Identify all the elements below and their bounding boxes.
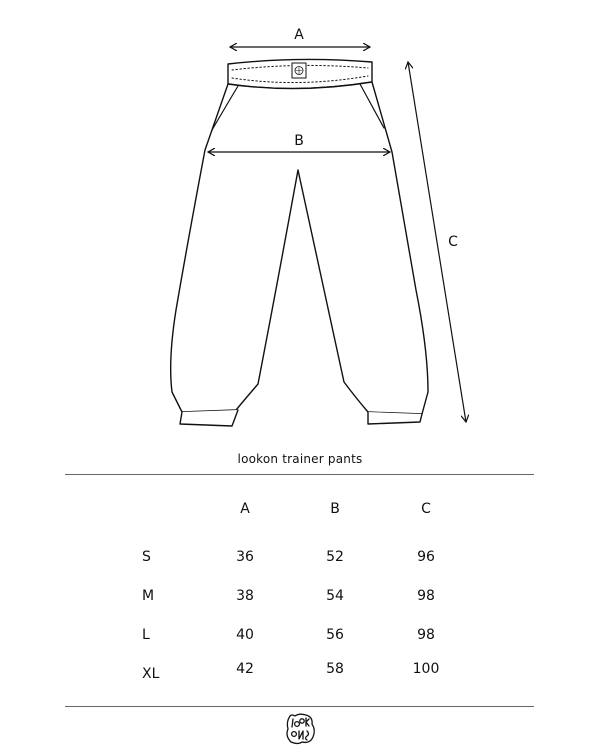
row-size-label: M [142, 588, 155, 604]
row-size-label: L [142, 627, 150, 643]
column-header-c: C [421, 501, 431, 517]
lookon-logo-icon [282, 712, 318, 746]
pants-body [171, 82, 428, 414]
table-cell: 96 [417, 549, 435, 565]
table-cell: 98 [417, 588, 435, 604]
table-cell: 36 [236, 549, 254, 565]
right-cuff [368, 412, 422, 424]
table-cell: 100 [412, 661, 440, 677]
product-name: lookon trainer pants [237, 452, 363, 466]
left-cuff [180, 410, 238, 426]
table-cell: 42 [236, 661, 254, 677]
pants-outline [171, 59, 428, 426]
table-cell: 52 [326, 549, 344, 565]
table-bottom-divider [65, 706, 534, 707]
column-header-b: B [330, 501, 340, 517]
row-size-label: S [142, 549, 151, 565]
table-cell: 56 [326, 627, 344, 643]
dimension-a-label: A [294, 27, 304, 43]
dimension-b-label: B [294, 133, 304, 149]
table-cell: 58 [326, 661, 344, 677]
table-top-divider [65, 474, 534, 475]
dimension-c-label: C [448, 234, 458, 250]
table-cell: 54 [326, 588, 344, 604]
column-header-a: A [240, 501, 250, 517]
table-cell: 40 [236, 627, 254, 643]
table-cell: 98 [417, 627, 435, 643]
row-size-label: XL [142, 666, 160, 682]
table-cell: 38 [236, 588, 254, 604]
